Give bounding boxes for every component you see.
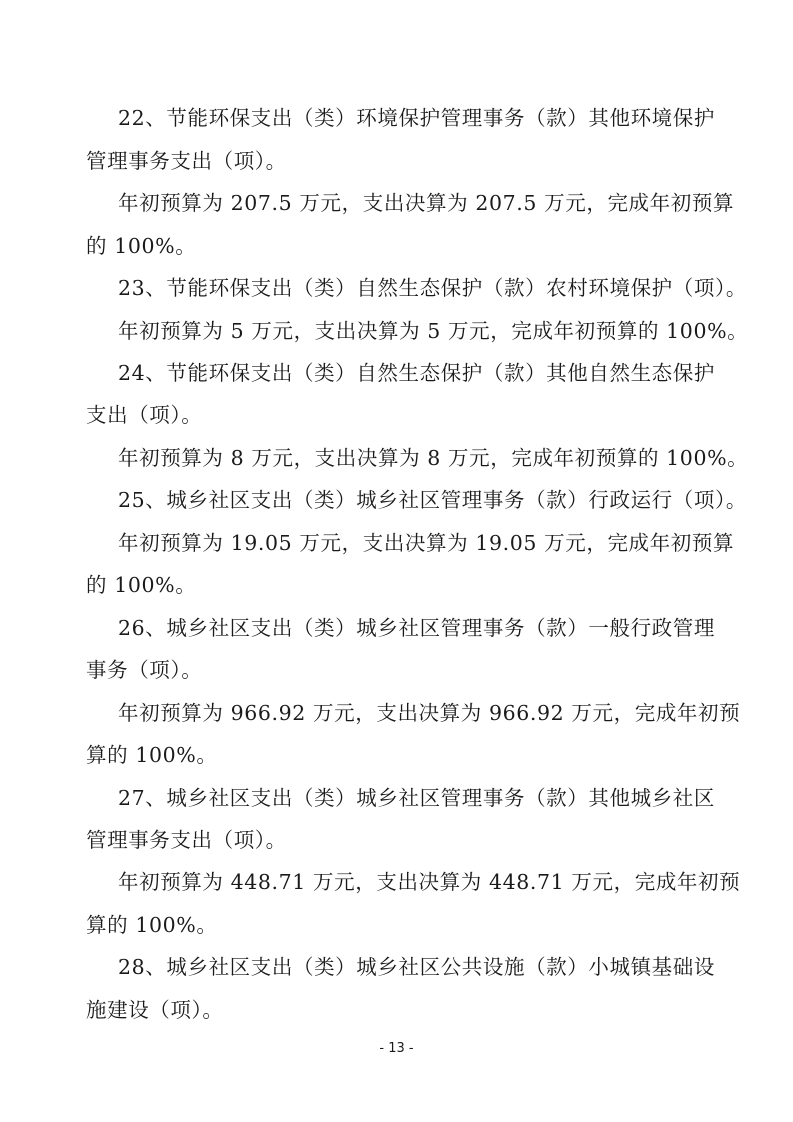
item-22-detail-line-2: 的 100%。 xyxy=(86,234,197,258)
item-27-detail-line-2: 算的 100%。 xyxy=(86,913,218,937)
item-26-heading-line-1: 26、城乡社区支出（类）城乡社区管理事务（款）一般行政管理 xyxy=(118,616,715,640)
item-26-detail-line-2: 算的 100%。 xyxy=(86,743,218,767)
item-27-heading-line-1: 27、城乡社区支出（类）城乡社区管理事务（款）其他城乡社区 xyxy=(118,786,715,810)
item-25-detail-line-2: 的 100%。 xyxy=(86,573,197,597)
item-24-heading-line-2: 支出（项）。 xyxy=(86,403,203,427)
item-24-detail-line-1: 年初预算为 8 万元，支出决算为 8 万元，完成年初预算的 100%。 xyxy=(118,446,749,470)
item-24-heading-line-1: 24、节能环保支出（类）自然生态保护（款）其他自然生态保护 xyxy=(118,361,715,385)
page-number: - 13 - xyxy=(379,1041,414,1056)
item-22-detail-line-1: 年初预算为 207.5 万元，支出决算为 207.5 万元，完成年初预算 xyxy=(118,191,735,215)
item-23-detail-line-1: 年初预算为 5 万元，支出决算为 5 万元，完成年初预算的 100%。 xyxy=(118,319,749,343)
item-26-detail-line-1: 年初预算为 966.92 万元，支出决算为 966.92 万元，完成年初预 xyxy=(118,701,741,725)
item-23-heading-line-1: 23、节能环保支出（类）自然生态保护（款）农村环境保护（项）。 xyxy=(118,276,747,300)
item-27-detail-line-1: 年初预算为 448.71 万元，支出决算为 448.71 万元，完成年初预 xyxy=(118,870,741,894)
item-22-heading-line-1: 22、节能环保支出（类）环境保护管理事务（款）其他环境保护 xyxy=(118,106,715,130)
item-25-heading-line-1: 25、城乡社区支出（类）城乡社区管理事务（款）行政运行（项）。 xyxy=(118,488,747,512)
item-26-heading-line-2: 事务（项）。 xyxy=(86,658,203,682)
item-28-heading-line-2: 施建设（项）。 xyxy=(86,998,224,1022)
item-22-heading-line-2: 管理事务支出（项）。 xyxy=(86,149,287,173)
item-28-heading-line-1: 28、城乡社区支出（类）城乡社区公共设施（款）小城镇基础设 xyxy=(118,955,715,979)
item-25-detail-line-1: 年初预算为 19.05 万元，支出决算为 19.05 万元，完成年初预算 xyxy=(118,531,735,555)
item-27-heading-line-2: 管理事务支出（项）。 xyxy=(86,828,287,852)
